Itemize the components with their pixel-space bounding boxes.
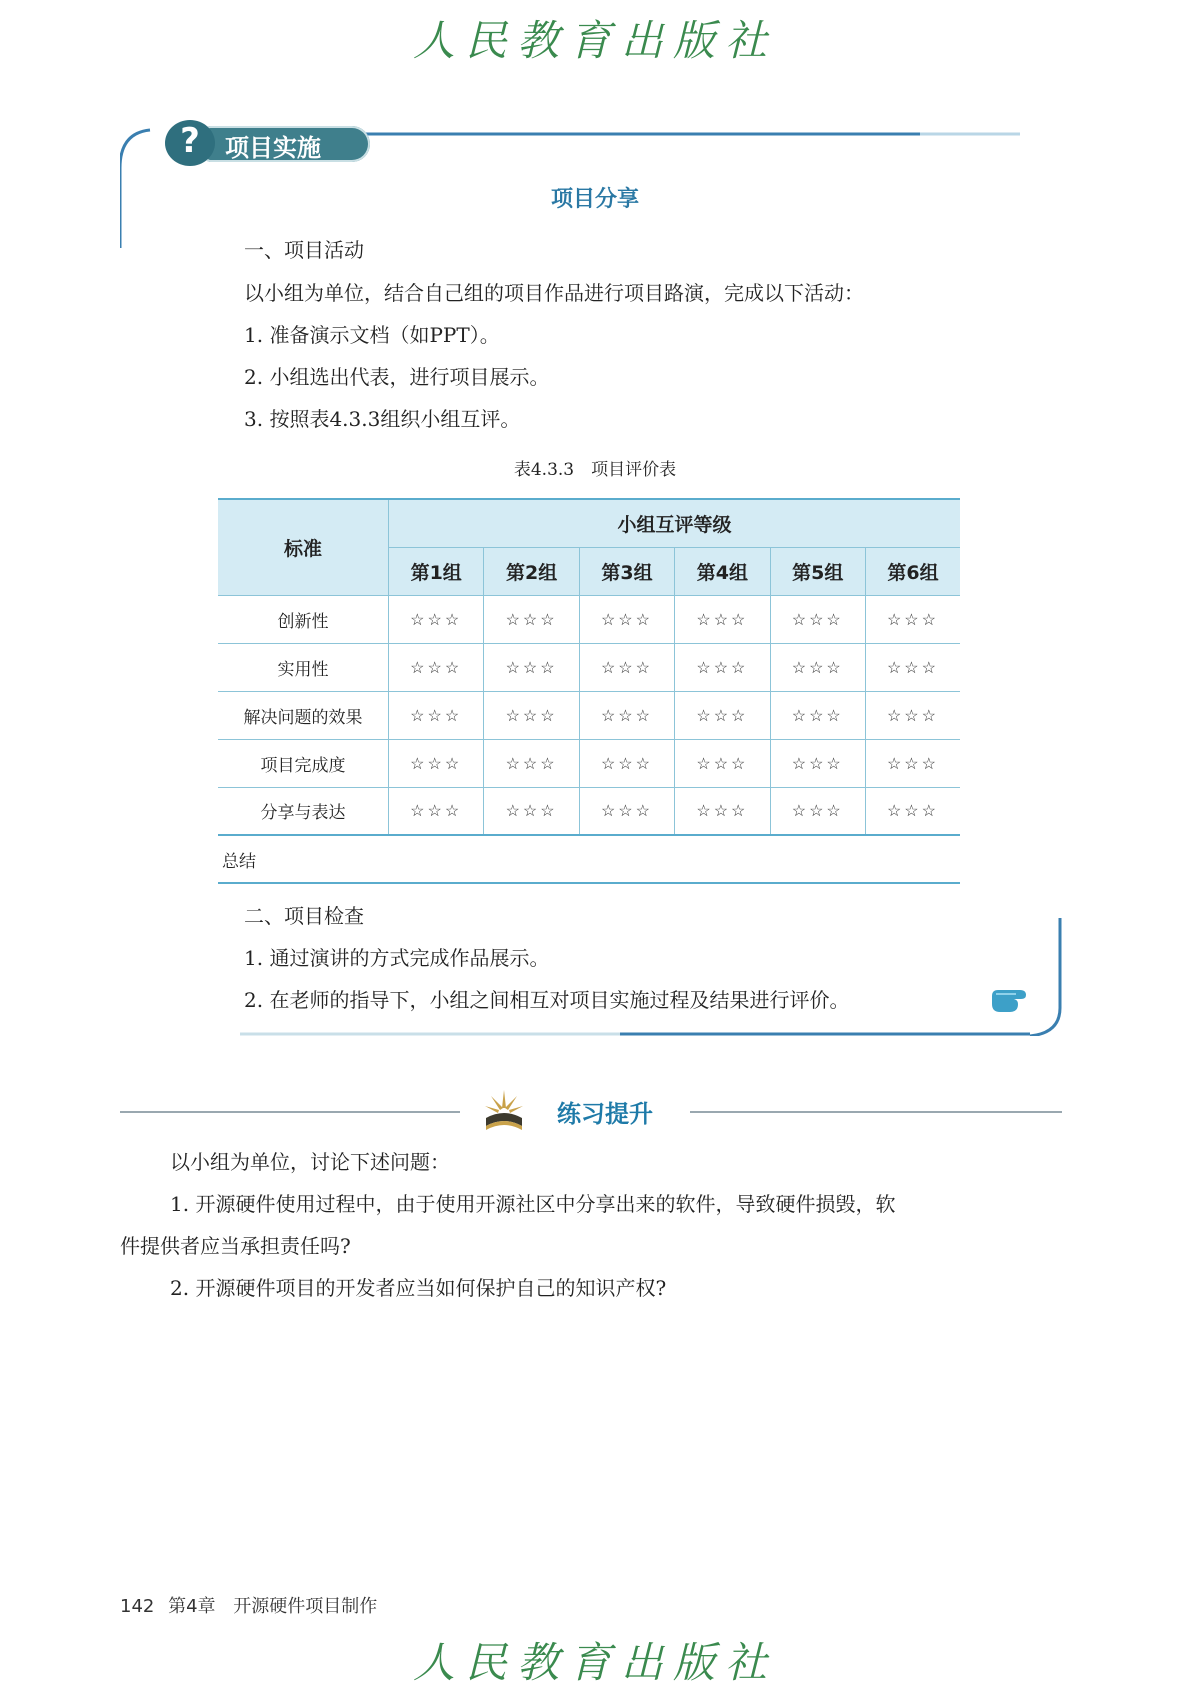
group-rating-header: 小组互评等级 (389, 499, 961, 547)
activities-intro: 以小组为单位，结合自己组的项目作品进行项目路演，完成以下活动： (244, 281, 864, 305)
publisher-logo-top: 人民教育出版社 (412, 16, 777, 65)
check-item: 2. 在老师的指导下，小组之间相互对项目实施过程及结果进行评价。 (244, 988, 850, 1012)
star-rating[interactable]: ☆☆☆ (865, 595, 960, 643)
star-rating[interactable]: ☆☆☆ (484, 787, 579, 835)
star-rating[interactable]: ☆☆☆ (675, 643, 770, 691)
star-rating[interactable]: ☆☆☆ (389, 739, 484, 787)
group-header: 第4组 (675, 547, 770, 595)
divider-left (120, 1111, 460, 1113)
star-rating[interactable]: ☆☆☆ (675, 691, 770, 739)
page-footer (120, 1592, 377, 1618)
table-caption: 表4.3.3 项目评价表 (513, 460, 677, 480)
activity-item: 3. 按照表4.3.3组织小组互评。 (244, 407, 521, 431)
group-header: 第5组 (770, 547, 865, 595)
star-rating[interactable]: ☆☆☆ (675, 595, 770, 643)
activity-item: 1. 准备演示文档（如PPT）。 (244, 323, 500, 347)
evaluation-table (218, 498, 960, 884)
divider-right (690, 1111, 1062, 1113)
star-rating[interactable]: ☆☆☆ (770, 643, 865, 691)
star-rating[interactable]: ☆☆☆ (579, 739, 674, 787)
star-rating[interactable]: ☆☆☆ (484, 643, 579, 691)
star-rating[interactable]: ☆☆☆ (865, 643, 960, 691)
star-rating[interactable]: ☆☆☆ (770, 595, 865, 643)
section-badge: ? 项目实施 (165, 118, 375, 168)
activity-item: 2. 小组选出代表，进行项目展示。 (244, 365, 550, 389)
check-item: 1. 通过演讲的方式完成作品展示。 (244, 946, 550, 970)
chapter-number: 第4章 (168, 1596, 216, 1617)
table-row (218, 787, 960, 835)
star-rating[interactable]: ☆☆☆ (770, 787, 865, 835)
criteria-label: 解决问题的效果 (218, 691, 389, 739)
chapter-title: 开源硬件项目制作 (233, 1596, 378, 1617)
star-rating[interactable]: ☆☆☆ (770, 739, 865, 787)
page-number: 142 (120, 1596, 155, 1617)
table-row (218, 595, 960, 643)
table-row (218, 643, 960, 691)
criteria-header: 标准 (218, 499, 389, 595)
table-row (218, 739, 960, 787)
pointing-hand-icon (990, 986, 1032, 1016)
star-rating[interactable]: ☆☆☆ (389, 691, 484, 739)
star-rating[interactable]: ☆☆☆ (675, 739, 770, 787)
section-subtitle: 项目分享 (550, 187, 639, 212)
star-rating[interactable]: ☆☆☆ (579, 691, 674, 739)
summary-row (218, 835, 960, 883)
book-rays-icon (483, 1088, 525, 1132)
group-header: 第3组 (579, 547, 674, 595)
activities-heading: 一、项目活动 (244, 238, 364, 262)
star-rating[interactable]: ☆☆☆ (484, 595, 579, 643)
practice-title: 练习提升 (557, 1100, 653, 1128)
star-rating[interactable]: ☆☆☆ (484, 739, 579, 787)
star-rating[interactable]: ☆☆☆ (389, 595, 484, 643)
star-rating[interactable]: ☆☆☆ (865, 691, 960, 739)
star-rating[interactable]: ☆☆☆ (865, 787, 960, 835)
criteria-label: 分享与表达 (218, 787, 389, 835)
table-row (218, 691, 960, 739)
star-rating[interactable]: ☆☆☆ (484, 691, 579, 739)
star-rating[interactable]: ☆☆☆ (579, 643, 674, 691)
star-rating[interactable]: ☆☆☆ (389, 787, 484, 835)
star-rating[interactable]: ☆☆☆ (675, 787, 770, 835)
practice-intro: 以小组为单位，讨论下述问题： (170, 1150, 450, 1174)
practice-question-2: 2. 开源硬件项目的开发者应当如何保护自己的知识产权? (170, 1276, 667, 1300)
criteria-label: 项目完成度 (218, 739, 389, 787)
star-rating[interactable]: ☆☆☆ (579, 595, 674, 643)
practice-question-1-line-1: 1. 开源硬件使用过程中，由于使用开源社区中分享出来的软件，导致硬件损毁，软 (170, 1192, 896, 1216)
section-title: 项目实施 (225, 134, 321, 162)
criteria-label: 实用性 (218, 643, 389, 691)
group-header: 第2组 (484, 547, 579, 595)
group-header: 第6组 (865, 547, 960, 595)
criteria-label: 创新性 (218, 595, 389, 643)
check-heading: 二、项目检查 (244, 904, 364, 928)
group-header: 第1组 (389, 547, 484, 595)
practice-question-1-line-2: 件提供者应当承担责任吗? (120, 1234, 351, 1258)
star-rating[interactable]: ☆☆☆ (865, 739, 960, 787)
summary-label: 总结 (218, 835, 960, 883)
publisher-logo-bottom: 人民教育出版社 (412, 1638, 777, 1687)
star-rating[interactable]: ☆☆☆ (770, 691, 865, 739)
star-rating[interactable]: ☆☆☆ (579, 787, 674, 835)
star-rating[interactable]: ☆☆☆ (389, 643, 484, 691)
